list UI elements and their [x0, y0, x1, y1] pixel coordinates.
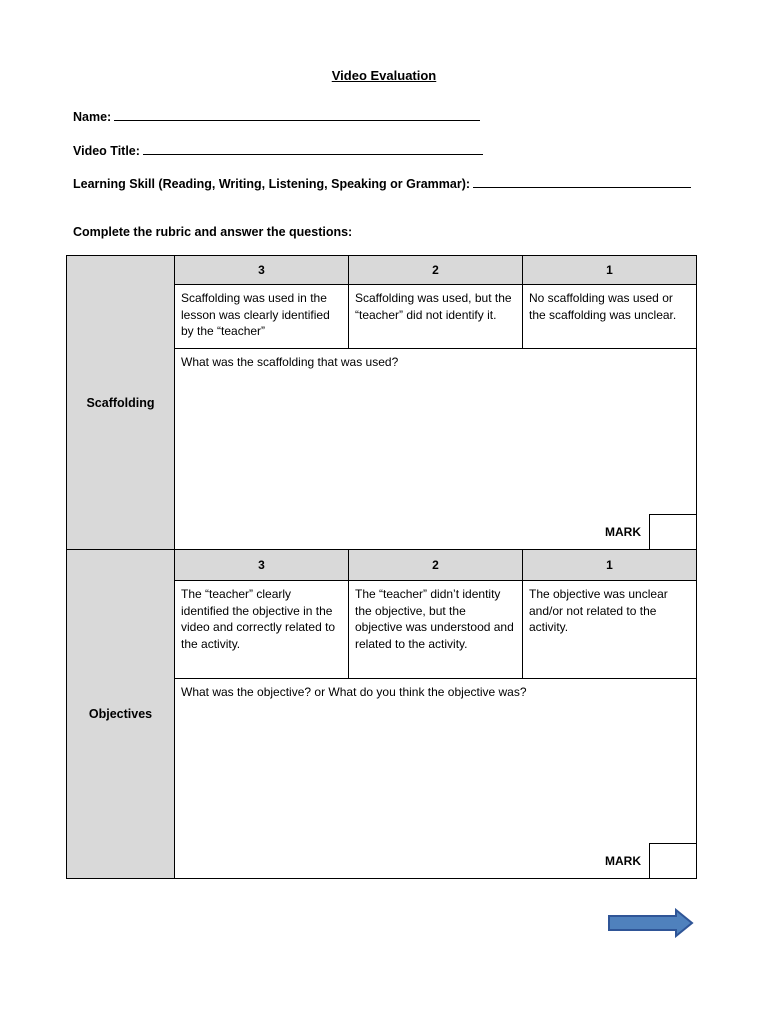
objectives-mark-label: MARK	[605, 854, 641, 868]
scaffolding-mark-label: MARK	[605, 525, 641, 539]
objectives-header-3: 3	[174, 549, 349, 581]
scaffolding-desc-3: Scaffolding was used in the lesson was clearly identified by the “teacher”	[174, 284, 349, 349]
objectives-question: What was the objective? or What do you think the objective was?	[181, 685, 527, 699]
objectives-header-1: 1	[522, 549, 697, 581]
objectives-header-2: 2	[348, 549, 523, 581]
name-label: Name:	[73, 110, 112, 124]
objectives-desc-3: The “teacher” clearly identified the objective in the video and correctly related to the activity.	[174, 580, 349, 679]
scaffolding-header-1: 1	[522, 255, 697, 285]
learning-skill-label: Learning Skill (Reading, Writing, Listening, Speaking or Grammar):	[73, 177, 471, 191]
scaffolding-row-label: Scaffolding	[66, 255, 175, 550]
video-title-input-line[interactable]	[143, 144, 483, 155]
scaffolding-header-3: 3	[174, 255, 349, 285]
scaffolding-question: What was the scaffolding that was used?	[181, 355, 399, 369]
scaffolding-question-area[interactable]	[174, 348, 697, 550]
video-title-field	[73, 144, 483, 158]
scaffolding-mark-box[interactable]	[649, 514, 697, 550]
scaffolding-desc-2: Scaffolding was used, but the “teacher” did not identify it.	[348, 284, 523, 349]
objectives-desc-1: The objective was unclear and/or not related to the activity.	[522, 580, 697, 679]
learning-skill-field	[73, 177, 691, 191]
objectives-row-label: Objectives	[66, 549, 175, 879]
page-title: Video Evaluation	[331, 68, 437, 83]
instructions: Complete the rubric and answer the questions:	[73, 225, 353, 239]
scaffolding-header-2: 2	[348, 255, 523, 285]
name-field	[73, 110, 480, 124]
objectives-question-area[interactable]	[174, 678, 697, 879]
scaffolding-desc-1: No scaffolding was used or the scaffolding was unclear.	[522, 284, 697, 349]
learning-skill-input-line[interactable]	[473, 177, 691, 188]
objectives-mark-box[interactable]	[649, 843, 697, 879]
arrow-right-icon[interactable]	[606, 908, 696, 938]
name-input-line[interactable]	[114, 110, 480, 121]
objectives-desc-2: The “teacher” didn’t identity the objective, but the objective was understood and related to the activity.	[348, 580, 523, 679]
video-title-label: Video Title:	[73, 144, 140, 158]
